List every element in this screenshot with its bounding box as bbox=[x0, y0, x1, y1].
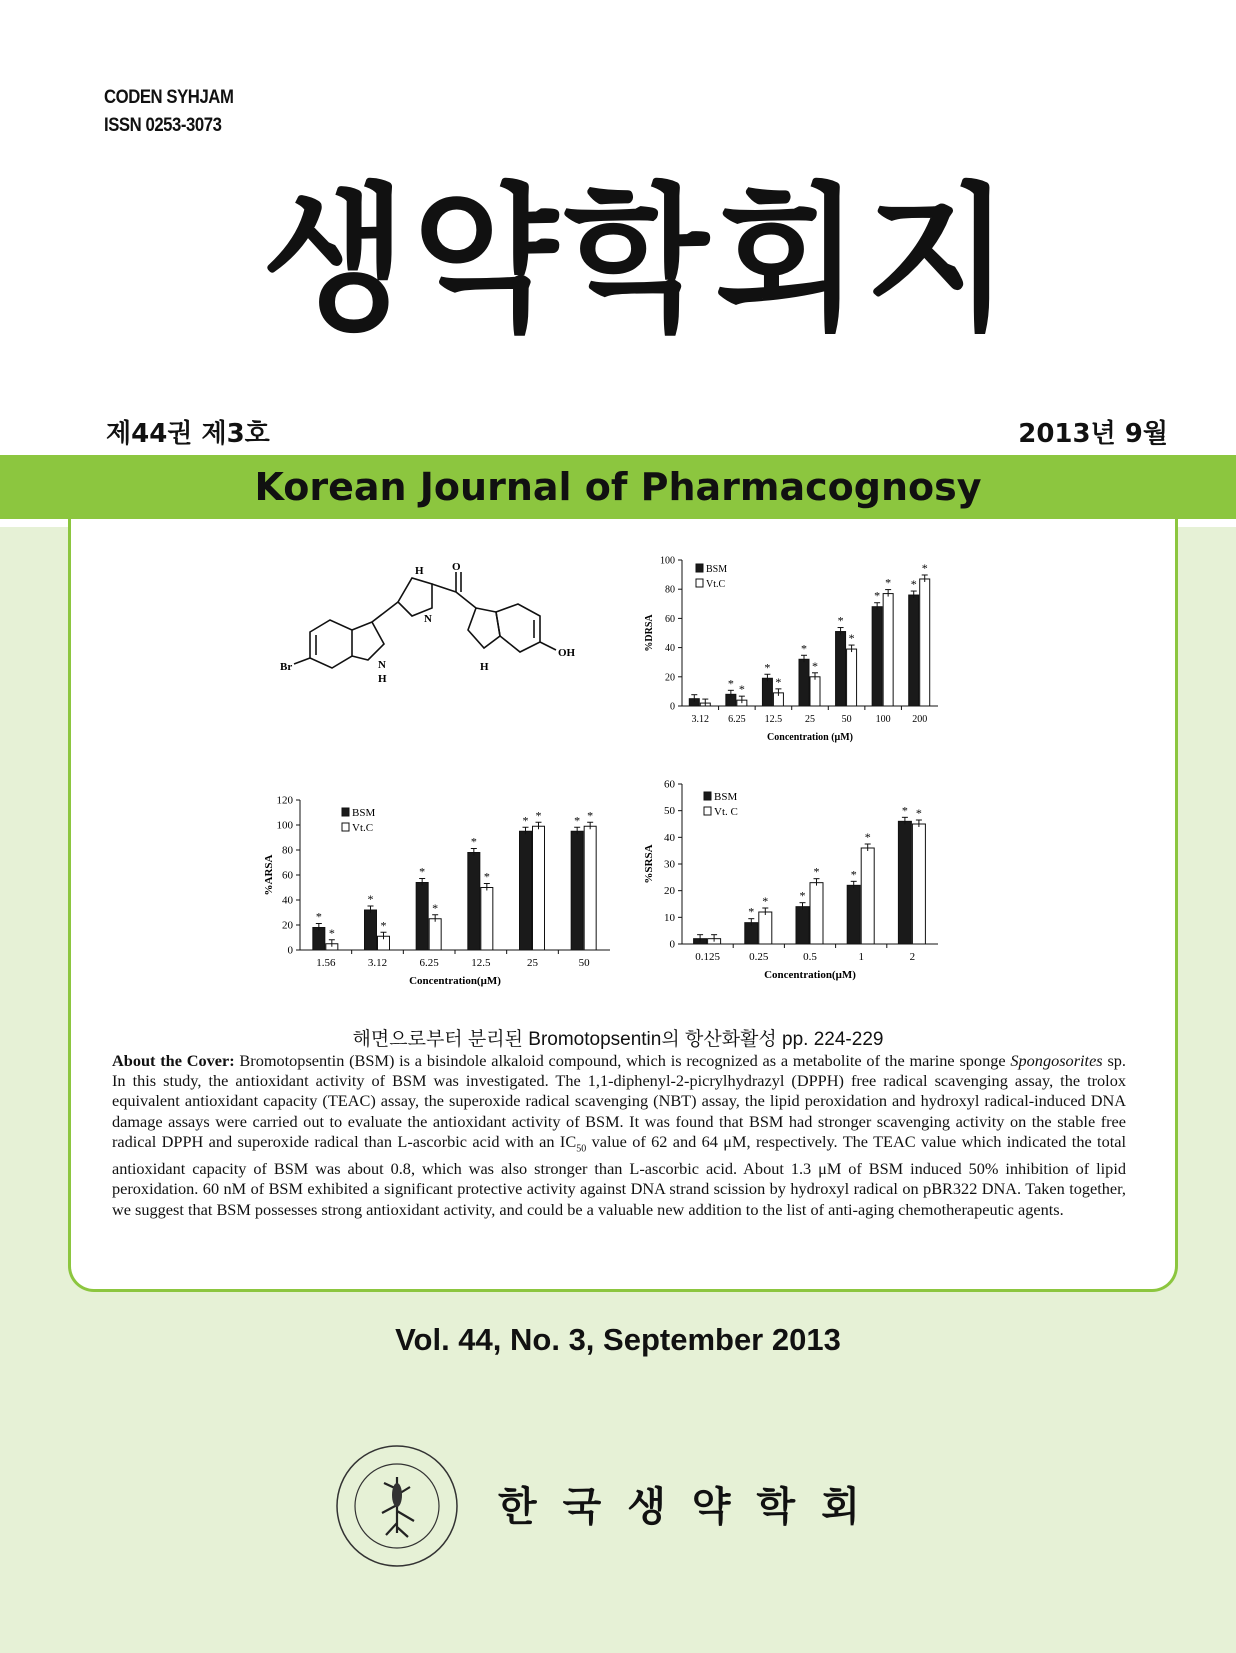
y-tick-label: 60 bbox=[282, 869, 293, 882]
volume-english: Vol. 44, No. 3, September 2013 bbox=[395, 1322, 841, 1357]
legend-label: Vt.C bbox=[352, 822, 374, 834]
significance-star: * bbox=[910, 577, 917, 592]
y-tick-label: 120 bbox=[276, 794, 293, 807]
x-tick-label: 6.25 bbox=[419, 957, 439, 969]
x-tick-label: 200 bbox=[912, 714, 928, 725]
bar-bsm bbox=[872, 607, 882, 706]
bar-vtc bbox=[920, 579, 930, 706]
legend-swatch bbox=[696, 564, 703, 572]
x-tick-label: 50 bbox=[841, 714, 852, 725]
bar-bsm bbox=[416, 883, 428, 951]
y-tick-label: 60 bbox=[664, 778, 675, 791]
chemical-structure bbox=[280, 560, 620, 710]
x-tick-label: 3.12 bbox=[367, 957, 388, 969]
significance-star: * bbox=[727, 676, 734, 691]
legend-swatch bbox=[696, 579, 703, 587]
significance-star: * bbox=[801, 641, 807, 656]
significance-star: * bbox=[367, 892, 374, 906]
significance-star: * bbox=[587, 808, 594, 823]
significance-star: * bbox=[915, 806, 922, 820]
about-the-cover bbox=[112, 1051, 1126, 1220]
structure-label-br: Br bbox=[280, 661, 293, 673]
structure-label-n1: N bbox=[424, 613, 432, 625]
significance-star: * bbox=[764, 660, 771, 675]
chart-dpph bbox=[640, 550, 960, 760]
y-axis-label: %SRSA bbox=[643, 844, 655, 884]
legend-label: BSM bbox=[706, 564, 728, 575]
bar-bsm bbox=[745, 923, 758, 944]
significance-star: * bbox=[885, 575, 892, 590]
bar-bsm bbox=[520, 831, 532, 950]
y-tick-label: 20 bbox=[664, 885, 675, 898]
significance-star: * bbox=[812, 658, 818, 673]
y-axis-label: %ARSA bbox=[263, 854, 275, 896]
y-tick-label: 0 bbox=[670, 701, 675, 713]
bar-vtc bbox=[847, 649, 857, 706]
significance-star: * bbox=[483, 869, 490, 884]
date-korean: 2013년 9월 bbox=[1018, 419, 1168, 449]
about-subscript: 50 bbox=[576, 1143, 587, 1155]
x-axis-label: Concentration(μM) bbox=[764, 969, 856, 981]
legend-label: Vt. C bbox=[714, 806, 738, 818]
x-tick-label: 100 bbox=[875, 714, 891, 725]
chart-srsa bbox=[640, 772, 960, 1004]
legend-swatch bbox=[704, 792, 711, 800]
bar-bsm bbox=[762, 678, 772, 706]
significance-star: * bbox=[432, 900, 439, 915]
y-tick-label: 100 bbox=[276, 819, 293, 832]
about-species: Spongosorites bbox=[1010, 1051, 1103, 1070]
structure-label-h1: H bbox=[415, 565, 424, 577]
about-text-3: value of 62 and 64 μM, respectively. The TEAC value which indicated the total antioxidant capacity of BSM was about 0.8, which was also stronger than L-ascorbic acid. About 1.3 μM of BSM induced 50% inhibition of lipid peroxidation. 60 nM of BSM exhibited a significant protective activity against DNA strand scission by hydroxyl radical on pBR322 DNA. Taken together, we suggest that BSM possesses strong antioxidant activity, and could be a valuable new addition to the list of anti-aging chemotherapeutic agents. bbox=[112, 1131, 1126, 1219]
significance-star: * bbox=[775, 674, 782, 689]
y-tick-label: 80 bbox=[665, 584, 675, 596]
bar-vtc bbox=[883, 594, 893, 706]
significance-star: * bbox=[419, 864, 426, 879]
y-axis-label: %DRSA bbox=[644, 614, 655, 652]
x-tick-label: 50 bbox=[578, 957, 590, 969]
significance-star: * bbox=[848, 631, 855, 646]
significance-star: * bbox=[748, 904, 755, 919]
x-tick-label: 1 bbox=[858, 951, 864, 963]
volume-korean: 제44권 제3호 bbox=[106, 419, 270, 449]
x-tick-label: 0.5 bbox=[803, 951, 817, 963]
article-caption: 해면으로부터 분리된 Bromotopsentin의 항산화활성 pp. 224-229 bbox=[352, 1029, 884, 1050]
bar-vtc bbox=[810, 883, 823, 944]
bar-vtc bbox=[481, 888, 493, 951]
x-tick-label: 2 bbox=[909, 951, 916, 963]
y-tick-label: 0 bbox=[287, 944, 293, 957]
coden-issn bbox=[104, 84, 233, 140]
significance-star: * bbox=[328, 925, 335, 940]
x-tick-label: 0.25 bbox=[749, 951, 769, 963]
bar-bsm bbox=[847, 885, 860, 944]
y-tick-label: 40 bbox=[664, 831, 675, 844]
legend-swatch bbox=[704, 807, 711, 815]
y-tick-label: 60 bbox=[665, 613, 675, 625]
bar-vtc bbox=[810, 677, 820, 706]
bar-bsm bbox=[796, 907, 809, 944]
bar-vtc bbox=[861, 848, 874, 944]
x-tick-label: 3.12 bbox=[691, 714, 710, 725]
journal-title-english: Korean Journal of Pharmacognosy bbox=[254, 465, 982, 509]
bar-bsm bbox=[836, 632, 846, 706]
y-tick-label: 20 bbox=[665, 672, 675, 684]
significance-star: * bbox=[535, 808, 542, 823]
significance-star: * bbox=[738, 682, 745, 697]
structure-label-oh: OH bbox=[558, 647, 576, 659]
legend-swatch bbox=[342, 808, 349, 816]
significance-star: * bbox=[901, 803, 908, 818]
bar-bsm bbox=[799, 659, 809, 706]
bar-bsm bbox=[898, 821, 911, 944]
legend-label: Vt.C bbox=[706, 579, 726, 590]
issn-text: ISSN 0253-3073 bbox=[104, 115, 222, 136]
y-tick-label: 80 bbox=[282, 844, 293, 857]
significance-star: * bbox=[799, 888, 806, 903]
significance-star: * bbox=[574, 813, 581, 828]
bar-bsm bbox=[313, 928, 325, 951]
significance-star: * bbox=[522, 813, 529, 828]
significance-star: * bbox=[850, 867, 857, 882]
structure-label-h2: H bbox=[378, 673, 387, 685]
legend-label: BSM bbox=[352, 807, 376, 819]
bar-vtc bbox=[429, 919, 441, 950]
journal-title-korean: 생약학회지 bbox=[262, 167, 1017, 353]
bar-bsm bbox=[571, 831, 583, 950]
society-name-korean: 한국생약학회 bbox=[498, 1484, 886, 1530]
x-tick-label: 6.25 bbox=[728, 714, 746, 725]
bar-bsm bbox=[909, 595, 919, 706]
y-tick-label: 0 bbox=[669, 938, 675, 951]
society-seal-logo bbox=[334, 1443, 460, 1569]
y-tick-label: 100 bbox=[660, 555, 675, 567]
significance-star: * bbox=[864, 830, 871, 844]
structure-label-n2: N bbox=[378, 659, 386, 671]
x-axis-label: Concentration (μM) bbox=[767, 732, 853, 743]
about-label: About the Cover: bbox=[112, 1051, 235, 1070]
x-tick-label: 12.5 bbox=[764, 714, 783, 725]
x-tick-label: 0.125 bbox=[695, 951, 720, 963]
legend-swatch bbox=[342, 823, 349, 831]
significance-star: * bbox=[380, 918, 387, 933]
bar-vtc bbox=[759, 912, 772, 944]
significance-star: * bbox=[813, 864, 820, 879]
structure-label-h3: H bbox=[480, 661, 489, 673]
x-tick-label: 25 bbox=[805, 714, 815, 725]
significance-star: * bbox=[470, 834, 477, 849]
y-tick-label: 10 bbox=[664, 911, 675, 924]
bar-vtc bbox=[533, 826, 545, 950]
structure-label-o: O bbox=[452, 561, 461, 573]
bar-bsm bbox=[468, 853, 480, 951]
legend-label: BSM bbox=[714, 791, 738, 803]
chart-arsa bbox=[260, 786, 620, 1004]
significance-star: * bbox=[762, 894, 769, 908]
y-tick-label: 30 bbox=[664, 858, 675, 871]
significance-star: * bbox=[315, 909, 322, 924]
coden-text: CODEN SYHJAM bbox=[104, 87, 234, 108]
x-axis-label: Concentration(μM) bbox=[409, 975, 501, 987]
x-tick-label: 1.56 bbox=[316, 957, 336, 969]
significance-star: * bbox=[921, 560, 928, 575]
y-tick-label: 40 bbox=[282, 894, 293, 907]
bar-bsm bbox=[365, 910, 377, 950]
bar-vtc bbox=[584, 826, 596, 950]
x-tick-label: 12.5 bbox=[471, 957, 491, 969]
significance-star: * bbox=[837, 613, 844, 628]
x-tick-label: 25 bbox=[527, 957, 538, 969]
about-text-2: sp. In this study, the antioxidant activity of BSM was investigated. The 1,1-diphenyl-2-picrylhydrazyl (DPPH) free radical scavenging assay, the trolox equivalent antioxidant capacity (TEAC) assay, the superoxide radical scavenging (NBT) assay, the lipid peroxidation and hydroxyl radical-induced DNA damage assays were carried out to evaluate the antioxidant activity of BSM. It was found that BSM had stronger scavenging activity on the stable free radical DPPH and superoxide radical than L-ascorbic acid with an IC bbox=[112, 1051, 1126, 1151]
significance-star: * bbox=[874, 588, 881, 603]
y-tick-label: 40 bbox=[665, 643, 675, 655]
about-text-1: Bromotopsentin (BSM) is a bisindole alkaloid compound, which is recognized as a metabolite of the marine sponge bbox=[234, 1051, 1011, 1070]
bar-vtc bbox=[912, 824, 925, 944]
y-tick-label: 50 bbox=[664, 805, 675, 818]
y-tick-label: 20 bbox=[282, 919, 293, 932]
